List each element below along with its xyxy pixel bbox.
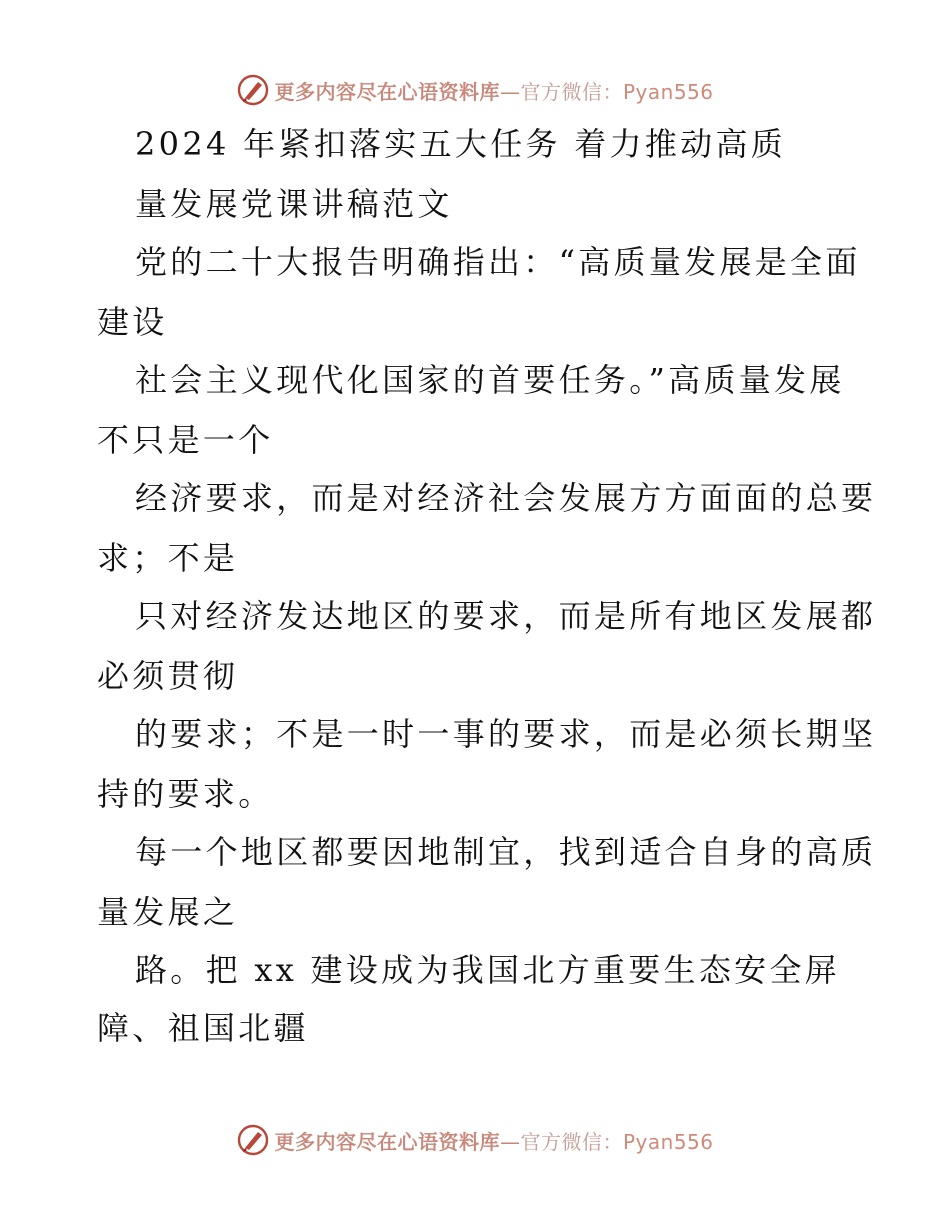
doc-line: 量发展之 (97, 893, 239, 931)
doc-line: 路。把 xx 建设成为我国北方重要生态安全屏 (135, 951, 841, 989)
watermark-brand: 更多内容尽在心语资料库 (274, 79, 500, 104)
doc-title-line-2: 量发展党课讲稿范文 (135, 185, 453, 223)
watermark-wechat-id: Pyan556 (622, 1129, 714, 1154)
doc-line: 经济要求，而是对经济社会发展方方面面的总要 (135, 479, 877, 517)
watermark-wechat-id: Pyan556 (622, 79, 714, 104)
doc-line: 党的二十大报告明确指出：“高质量发展是全面 (135, 243, 861, 281)
watermark-text (274, 1126, 713, 1155)
doc-line: 只对经济发达地区的要求，而是所有地区发展都 (135, 597, 877, 635)
watermark-brand: 更多内容尽在心语资料库 (274, 1129, 500, 1154)
doc-title-line-1: 2024 年紧扣落实五大任务 着力推动高质 (135, 125, 787, 163)
pen-logo-icon (236, 1123, 270, 1157)
watermark-official: 官方微信： (520, 79, 623, 104)
doc-line: 持的要求。 (97, 775, 274, 813)
watermark-separator: — (499, 1129, 521, 1154)
doc-line: 不只是一个 (97, 421, 274, 459)
doc-line: 每一个地区都要因地制宜，找到适合自身的高质 (135, 833, 877, 871)
watermark-official: 官方微信： (520, 1129, 623, 1154)
footer-watermark (0, 1120, 950, 1160)
doc-line: 社会主义现代化国家的首要任务。”高质量发展 (135, 361, 845, 399)
doc-line: 必须贯彻 (97, 657, 239, 695)
doc-line: 障、祖国北疆 (97, 1009, 309, 1047)
doc-line: 求；不是 (97, 539, 239, 577)
watermark-separator: — (499, 79, 521, 104)
doc-line: 建设 (97, 303, 168, 341)
doc-line: 的要求；不是一时一事的要求，而是必须长期坚 (135, 715, 877, 753)
